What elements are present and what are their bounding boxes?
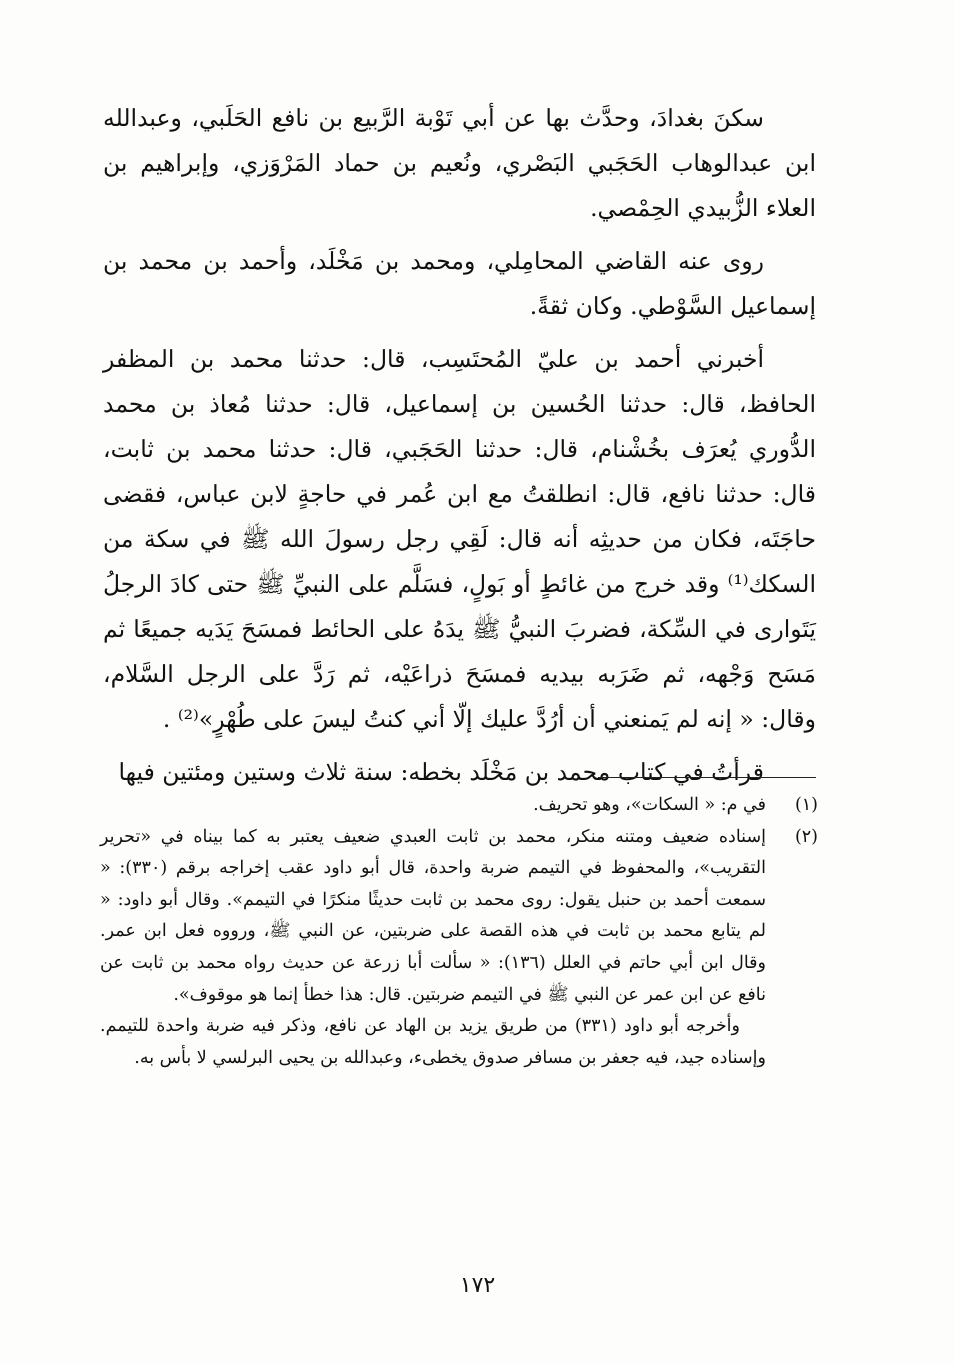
paragraph-closing: قرأتُ في كتاب محمد بن مَخْلَد بخطه: سنة ثلاث وستين ومئتين فيها: [118, 758, 764, 786]
footnotes: [100, 790, 818, 1074]
footnote-2-continuation: وأخرجه أبو داود (٣٣١) من طريق يزيد بن الهاد عن نافع، وذكر فيه ضربة واحدة للتيمم. وإسناده جيد، فيه جعفر بن مسافر صدوق يخطىء، وعبدالله بن يحيى البرلسي لا بأس به.: [100, 1016, 766, 1068]
paragraph-narrators: روى عنه القاضي المحامِلي، ومحمد بن مَخْلَد، وأحمد بن محمد بن إسماعيل السَّوْطي. وكان ثقةً.: [103, 247, 816, 320]
footnote-divider: [598, 777, 816, 778]
footnote-number: (١): [794, 795, 818, 815]
paragraph-biography: سكنَ بغدادَ، وحدَّث بها عن أبي تَوْبة الرَّبيع بن نافع الحَلَبي، وعبدالله ابن عبدالوهاب الحَجَبي البَصْري، ونُعيم بن حماد المَرْوَزي، وإبراهيم بن العلاء الزُّبيدي الحِمْصي.: [103, 104, 816, 222]
footnote-number: (٢): [794, 826, 818, 847]
footnote-2: [100, 822, 818, 1012]
footnote-1: [100, 790, 818, 822]
main-text: [103, 96, 816, 803]
paragraph-hadith: أخبرني أحمد بن عليّ المُحتَسِب، قال: حدثنا محمد بن المظفر الحافظ، قال: حدثنا الحُسين بن إسماعيل، قال: حدثنا مُعاذ بن محمد الدُّوري يُعرَف بخُشْنام، قال: حدثنا الحَجَبي، قال: حدثنا محمد بن ثابت، قال: حدثنا نافع، قال: انطلقتُ مع ابن عُمر في حاجةٍ لابن عباس، فقضى حاجَتَه، فكان من حديثِه أنه قال: لَقِي رجل رسولَ الله ﷺ في سكة من السكك⁽¹⁾ وقد خرج من غائطٍ أو بَولٍ، فسَلَّم على النبيِّ ﷺ حتى كادَ الرجلُ يَتَوارى في السِّكة، فضربَ النبيُّ ﷺ يدَهُ على الحائط فمسَحَ يَدَيه جميعًا ثم مَسَح وَجْهه، ثم ضَرَبه بيديه فمسَحَ ذراعَيْه، ثم رَدَّ على الرجل السَّلام، وقال: « إنه لم يَمنعني أن أرُدَّ عليك إلّا أني كنتُ ليسَ على طُهْرٍ»⁽²⁾ .: [103, 345, 816, 733]
footnote-text: في م: « السكات»، وهو تحريف.: [533, 795, 766, 815]
footnote-text: إسناده ضعيف ومتنه منكر، محمد بن ثابت العبدي ضعيف يعتبر به كما بيناه في «تحرير التقريب»، والمحفوظ في التيمم ضربة واحدة، قال أبو داود عقب إخراجه برقم (٣٣٠): « سمعت أحمد بن حنبل يقول: روى محمد بن ثابت حديثًا منكرًا في التيمم». وقال أبو داود: « لم يتابع محمد بن ثابت في هذه القصة على ضربتين، عن النبي ﷺ، ورووه فعل ابن عمر. وقال ابن أبي حاتم في العلل (١٣٦): « سألت أبا زرعة عن حديث رواه محمد بن ثابت عن نافع عن ابن عمر عن النبي ﷺ في التيمم ضربتين. قال: هذا خطأ إنما هو موقوف».: [100, 826, 766, 1005]
page-number: ١٧٢: [459, 1273, 496, 1298]
